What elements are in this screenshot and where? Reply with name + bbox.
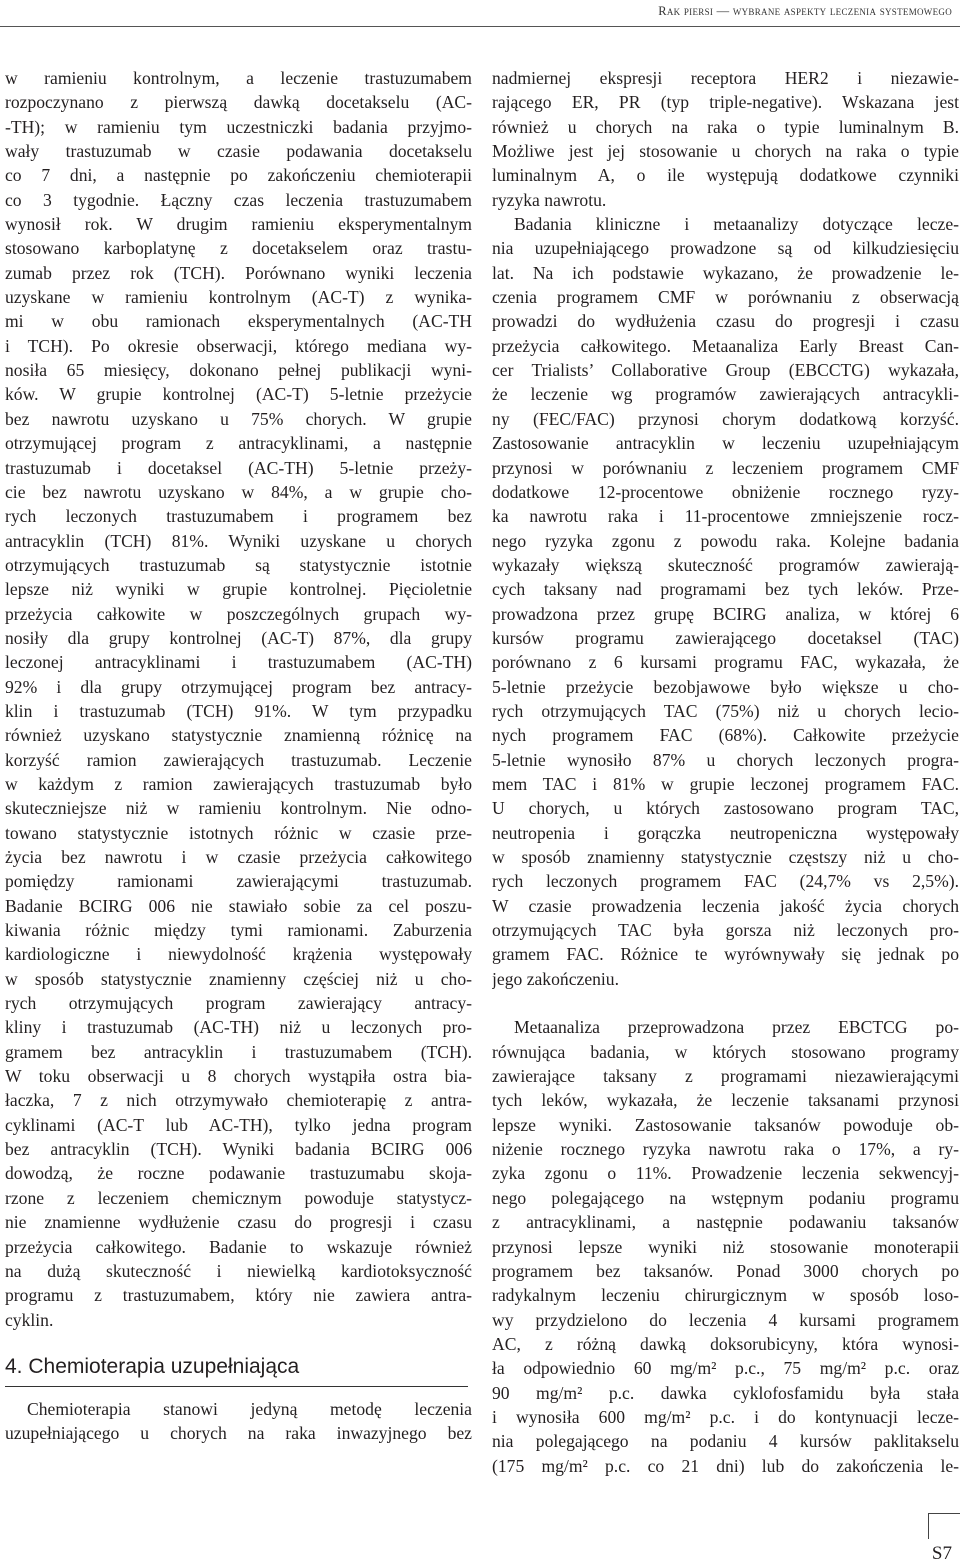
text-line: przeżycia całkowitego. Badanie to wskazuje również [5,1236,472,1257]
text-line: Badanie BCIRG 006 nie stawiało sobie za cel poszu- [5,895,472,916]
text-line: uzyskane w ramieniu kontrolnym (AC-T) z wynika- [5,287,472,308]
text-line: luminalnym A, o ile występują dodatkowe czynniki [492,165,959,186]
text-line: gramem bez antracyklin i trastuzumabem (TCH). [5,1041,472,1062]
text-line: rych leczonych programem FAC (24,7% vs 2,5%). [492,871,959,892]
text-line: skuteczniejsze niż w ramieniu kontrolnym. Nie odno- [5,798,472,819]
text-line: w sposób statystycznie znamienny częściej niż u cho- [5,968,472,989]
text-line: wykazały większą skuteczność programów zawierają- [492,554,959,575]
text-line [492,991,959,1015]
text-line: lepsze niż wyniki w grupie kontrolnej. Pięcioletnie [5,579,472,600]
text-line: prowadzi do wydłużenia czasu do progresji i czasu [492,311,959,332]
header-rule [0,26,960,27]
text-line: ła odpowiednio 60 mg/m² p.c., 75 mg/m² p.c. oraz [492,1358,959,1379]
text-line: tych leków, wykazała, że leczenie taksanami przynosi [492,1090,959,1111]
right-column-body [492,66,959,1478]
text-line: Chemioterapia stanowi jedyną metodę leczenia [27,1398,472,1419]
text-line: towano statystycznie istotnych różnic w czasie prze- [5,822,472,843]
text-line: cie bez nawrotu uzyskano w 84%, a w grupie cho- [5,481,472,502]
heading-spacer [5,1387,472,1397]
text-line: Możliwe jest jej stosowanie u chorych na raka o typie [492,141,959,162]
text-line: kiwania różnic między tymi ramionami. Zaburzenia [5,920,472,941]
text-line: i wynosiła 600 mg/m² p.c. i do kontynuacji lecze- [492,1406,959,1427]
text-line: stosowano karboplatynę z docetakselem oraz trastu- [5,238,472,259]
text-line: programu z trastuzumabem, który nie zawiera antra- [5,1285,472,1306]
text-line: Zastosowanie antracyklin w leczeniu uzupełniającym [492,433,959,454]
page-corner-rule-vertical [928,1513,929,1539]
left-column-body [5,66,472,1332]
text-line: bez antracyklin (TCH). Wyniki badania BCIRG 006 [5,1139,472,1160]
text-line: kardiologiczne i niewydolność krążenia występowały [5,944,472,965]
text-line: gramem FAC. Różnice te wyrównywały się jednak po [492,944,959,965]
text-line: dodatkowe 12-procentowe obniżenie rocznego ryzy- [492,481,959,502]
text-line: mi w obu ramionach eksperymentalnych (AC-TH [5,311,472,332]
text-line: wały trastuzumab w czasie podawania docetakselu [5,141,472,162]
text-line: w ramieniu kontrolnym, a leczenie trastuzumabem [5,68,472,88]
text-line: cer Trialists’ Collaborative Group (EBCCTG) wykazała, [492,360,959,381]
text-line: Badania kliniczne i metaanalizy dotyczące lecze- [514,214,959,235]
text-line: cych taksany nad programami bez tych leków. Prze- [492,579,959,600]
text-line: radykalnym leczeniu chirurgicznym w sposób loso- [492,1285,959,1306]
text-line: W czasie prowadzenia leczenia jakość życia chorych [492,895,959,916]
text-line: lepsze wyniki. Zastosowanie taksanów powoduje ob- [492,1114,959,1135]
text-line: 92% i dla grupy otrzymującej program bez antracy- [5,676,472,697]
text-line: 90 mg/m² p.c. dawka cyklofosfamidu była stała [492,1382,959,1403]
section-body [5,1397,472,1446]
text-line: bez nawrotu uzyskano u 75% chorych. W grupie [5,408,472,429]
page-corner-rule-horizontal [929,1513,960,1514]
text-line: kursów programu zawierającego docetaksel (TAC) [492,627,959,648]
text-line: programem bez taksanów. Ponad 3000 chorych po [492,1260,959,1281]
text-line: wy przydzielono do leczenia 4 kursami programem [492,1309,959,1330]
text-line: rzone z leczeniem chemicznym powoduje statystycz- [5,1187,472,1208]
text-line: 5-letnie wynosiło 87% u chorych leczonych progra- [492,749,959,770]
text-line: mem TAC i 81% w grupie leczonej programem FAC. [492,773,959,794]
text-line: przynosi lepsze wyniki niż stosowanie monoterapii [492,1236,959,1257]
text-line: nych programem FAC (68%). Całkowite przeżycie [492,725,959,746]
text-line: dowodzą, że roczne podawanie trastuzumabu skoja- [5,1163,472,1184]
text-line: rych otrzymujących TAC (75%) niż u chorych lecio- [492,700,959,721]
text-line: antracyklin (TCH) 81%. Wyniki uzyskane u chorych [5,530,472,551]
text-line: rającego ER, PR (typ triple-negative). Wskazana jest [492,92,959,113]
text-line: nego polegającego na wstępnym podaniu programu [492,1187,959,1208]
text-line: rych leczonych trastuzumabem i programem bez [5,506,472,527]
text-line: co 3 tygodnie. Łączny czas leczenia trastuzumabem [5,189,472,210]
text-line: U chorych, u których zastosowano program TAC, [492,798,959,819]
text-line: rych otrzymujących program zawierający antracy- [5,993,472,1014]
text-line: pomiędzy ramionami zawierającymi trastuzumab. [5,871,472,892]
text-line: rozpoczynano z pierwszą dawką docetakselu (AC- [5,92,472,113]
text-line: z antracyklinami, a następnie podawaniu taksanów [492,1212,959,1233]
text-line: cyklin. [5,1309,54,1330]
text-line: nia uzupełniającego prowadzone są od kilkudziesięciu [492,238,959,259]
right-column [492,66,959,1478]
text-line: uzupełniającego u chorych na raka inwazyjnego bez [5,1423,472,1444]
text-line: ka nawrotu raka i 11-procentowe zmniejszenie rocz- [492,506,959,527]
text-line: neutropenia i gorączka neutropeniczna występowały [492,822,959,843]
page-number: S7 [931,1543,952,1564]
text-line: Metaanaliza przeprowadzona przez EBCTCG po- [514,1017,959,1038]
text-line: niżenie rocznego ryzyka nawrotu raka o 17%, a ry- [492,1139,959,1160]
text-line: na dużą skuteczność i niewielką kardiotoksyczność [5,1260,472,1281]
text-line: przeżycia całkowite w poszczególnych grupach wy- [5,603,472,624]
text-line: ków. W grupie kontrolnej (AC-T) 5-letnie przeżycie [5,384,472,405]
text-line: przynosi w porównaniu z leczeniem programem CMF [492,457,959,478]
section-heading: 4. Chemioterapia uzupełniająca [5,1354,468,1387]
text-line: w sposób znamienny statystycznie częstszy niż u cho- [492,847,959,867]
text-line: zyka zgonu o 11%. Prowadzenie leczenia sekwencyj- [492,1163,959,1184]
text-line: cyklinami (AC-T lub AC-TH), tylko jedna program [5,1114,472,1135]
text-line: i TCH). Po okresie obserwacji, którego mediana wy- [5,335,472,356]
text-line: wynosił rok. W drugim ramieniu eksperymentalnym [5,214,472,235]
text-line: otrzymujących trastuzumab są statystycznie istotnie [5,554,472,575]
text-line: leczonej antracyklinami i trastuzumabem (AC-TH) [5,652,472,673]
text-line: łaczka, 7 z nich otrzymywało chemioterapię z antra- [5,1090,472,1111]
text-line: otrzymujących TAC była gorsza niż leczonych pro- [492,920,959,941]
text-line: -TH); w ramieniu tym uczestniczki badania przyjmo- [5,116,472,137]
text-line: również uzyskano statystycznie znamienną różnicę na [5,725,472,746]
text-line: lat. Na ich podstawie wykazano, że prowadzenie le- [492,262,959,283]
text-line: ny (FEC/FAC) przynosi chorym dodatkową korzyść. [492,408,959,429]
text-line: klin i trastuzumab (TCH) 91%. W tym przypadku [5,700,472,721]
text-line: co 7 dni, a następnie po zakończeniu chemioterapii [5,165,472,186]
text-line: nie znamienne wydłużenie czasu do progresji i czasu [5,1212,472,1233]
text-line: ryzyka nawrotu. [492,189,607,210]
text-line: nego ryzyka zgonu z powodu raka. Kolejne badania [492,530,959,551]
text-line: jego zakończeniu. [492,968,620,989]
text-line: 5-letnie przeżycie bezobjawowe było większe u cho- [492,676,959,697]
text-line: nosiły dla grupy kontrolnej (AC-T) 87%, dla grupy [5,627,472,648]
text-line: że leczenie wg programów zawierających antracykli- [492,384,959,405]
running-head: Rak piersi — wybrane aspekty leczenia systemowego [658,4,952,18]
text-line: (175 mg/m² p.c. co 21 dni) lub do zakończenia le- [492,1455,959,1476]
text-line: w każdym z ramion zawierających trastuzumab było [5,773,472,794]
text-line: równująca badania, w których stosowano programy [492,1041,959,1062]
left-column [5,66,472,1446]
text-line: nosiła 65 miesięcy, dokonano pełnej publikacji wyni- [5,360,472,381]
text-line: prowadzona przez grupę BCIRG analiza, w której 6 [492,603,959,624]
text-line: nadmiernej ekspresji receptora HER2 i niezawie- [492,68,959,88]
text-line: przeżycia całkowitego. Metaanaliza Early Breast Can- [492,335,959,356]
text-line: życia bez nawrotu i w czasie przeżycia całkowitego [5,847,472,867]
text-line: otrzymującej program z antracyklinami, a następnie [5,433,472,454]
text-line: zumab przez rok (TCH). Porównano wyniki leczenia [5,262,472,283]
text-line: czenia programem CMF w porównaniu z obserwacją [492,287,959,308]
text-line: nia polegającego na podaniu 4 kursów paklitakselu [492,1431,959,1452]
text-line: trastuzumab i docetaksel (AC-TH) 5-letnie przeży- [5,457,472,478]
text-line: porównano z 6 kursami programu FAC, wykazała, że [492,652,959,673]
text-line: W toku obserwacji u 8 chorych wystąpiła ostra bia- [5,1066,472,1087]
text-line: AC, z różną dawką doksorubicyny, która wynosi- [492,1333,959,1354]
text-line: również u chorych na raka o typie luminalnym B. [492,116,959,137]
text-line: korzyść ramion zawierających trastuzumab. Leczenie [5,749,472,770]
text-line: kliny i trastuzumab (AC-TH) niż u leczonych pro- [5,1017,472,1038]
text-line: zawierające taksany z programami niezawierającymi [492,1066,959,1087]
